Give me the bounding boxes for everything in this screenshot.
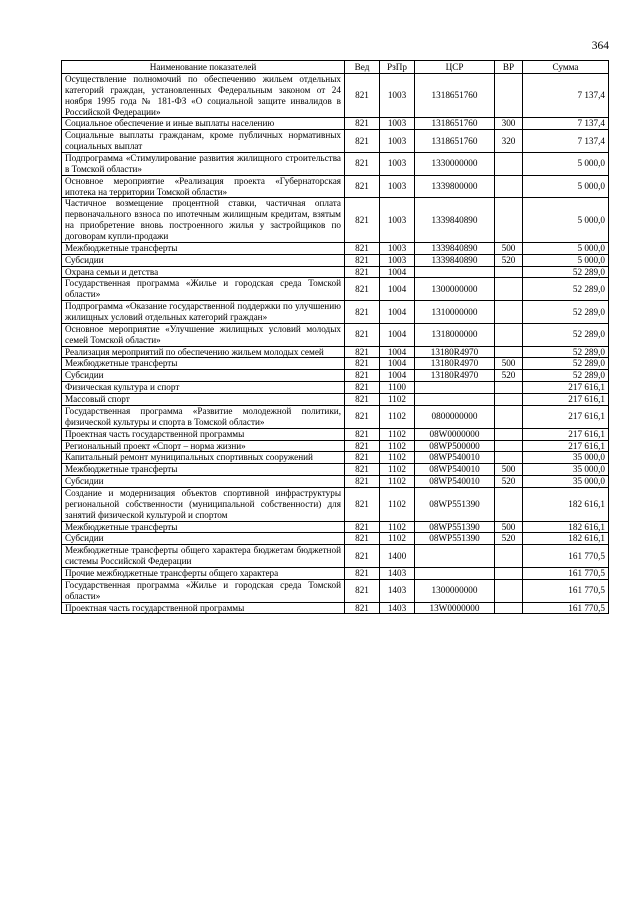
cell-rzpr: 1403 [380,579,415,602]
cell-csr: 1339840890 [415,254,495,266]
cell-vr [495,428,523,440]
cell-csr: 1310000000 [415,301,495,324]
cell-rzpr: 1102 [380,394,415,406]
cell-ved: 821 [345,242,380,254]
cell-csr: 1339840890 [415,198,495,242]
table-row [62,242,609,254]
cell-csr: 1318651760 [415,118,495,130]
cell-sum: 7 137,4 [523,130,609,153]
cell-csr [415,545,495,568]
cell-csr: 1300000000 [415,579,495,602]
cell-name: Основное мероприятие «Улучшение жилищных условий молодых семей Томской области» [62,323,345,346]
cell-vr [495,545,523,568]
cell-rzpr: 1003 [380,242,415,254]
cell-name: Субсидии [62,254,345,266]
cell-csr: 08WP540010 [415,452,495,464]
cell-ved: 821 [345,175,380,198]
cell-sum: 217 616,1 [523,428,609,440]
cell-name: Капитальный ремонт муниципальных спортивных сооружений [62,452,345,464]
cell-name: Осуществление полномочий по обеспечению жильем отдельных категорий граждан, установленных Федеральным законом от 24 ноября 1995 года № 181-ФЗ «О социальной защите инвалидов в Российской Федерации» [62,74,345,118]
cell-vr: 300 [495,118,523,130]
cell-csr [415,394,495,406]
cell-csr: 13180R4970 [415,370,495,382]
cell-ved: 821 [345,74,380,118]
cell-vr [495,440,523,452]
cell-name: Субсидии [62,533,345,545]
cell-vr [495,266,523,278]
cell-vr: 500 [495,464,523,476]
table-row [62,533,609,545]
cell-name: Создание и модернизация объектов спортивной инфраструктуры региональной собственности (муниципальной собственности) для занятий физической культурой и спортом [62,487,345,521]
cell-csr: 13180R4970 [415,346,495,358]
cell-vr [495,278,523,301]
cell-sum: 182 616,1 [523,487,609,521]
cell-rzpr: 1102 [380,533,415,545]
cell-sum: 5 000,0 [523,242,609,254]
cell-rzpr: 1003 [380,118,415,130]
cell-ved: 821 [345,533,380,545]
cell-ved: 821 [345,370,380,382]
cell-rzpr: 1403 [380,567,415,579]
cell-rzpr: 1102 [380,521,415,533]
cell-csr: 1318651760 [415,74,495,118]
cell-sum: 7 137,4 [523,118,609,130]
cell-csr: 1318651760 [415,130,495,153]
cell-name: Реализация мероприятий по обеспечению жильем молодых семей [62,346,345,358]
cell-csr: 08W0000000 [415,428,495,440]
cell-ved: 821 [345,278,380,301]
cell-csr: 1300000000 [415,278,495,301]
cell-csr: 1330000000 [415,153,495,176]
cell-vr [495,153,523,176]
cell-vr [495,452,523,464]
cell-csr: 0800000000 [415,405,495,428]
cell-vr [495,487,523,521]
table-row [62,346,609,358]
cell-ved: 821 [345,428,380,440]
cell-csr: 08WP540010 [415,476,495,488]
cell-sum: 35 000,0 [523,476,609,488]
cell-sum: 52 289,0 [523,301,609,324]
cell-csr: 08WP500000 [415,440,495,452]
table-row [62,452,609,464]
cell-vr: 520 [495,254,523,266]
cell-rzpr: 1102 [380,452,415,464]
table-row [62,567,609,579]
cell-sum: 161 770,5 [523,602,609,614]
cell-rzpr: 1100 [380,382,415,394]
cell-name: Охрана семьи и детства [62,266,345,278]
cell-ved: 821 [345,452,380,464]
cell-name: Межбюджетные трансферты общего характера бюджетам бюджетной системы Российской Федерации [62,545,345,568]
cell-rzpr: 1102 [380,487,415,521]
table-row [62,428,609,440]
cell-vr [495,198,523,242]
cell-csr [415,567,495,579]
cell-sum: 5 000,0 [523,175,609,198]
cell-name: Основное мероприятие «Реализация проекта «Губернаторская ипотека на территории Томской области» [62,175,345,198]
cell-ved: 821 [345,440,380,452]
cell-vr [495,382,523,394]
cell-rzpr: 1102 [380,464,415,476]
table-row [62,323,609,346]
cell-sum: 52 289,0 [523,323,609,346]
cell-csr: 13W0000000 [415,602,495,614]
cell-ved: 821 [345,405,380,428]
table-row [62,278,609,301]
cell-name: Государственная программа «Жилье и городская среда Томской области» [62,278,345,301]
cell-rzpr: 1004 [380,323,415,346]
cell-vr [495,405,523,428]
cell-ved: 821 [345,476,380,488]
table-row [62,74,609,118]
cell-rzpr: 1400 [380,545,415,568]
cell-vr [495,323,523,346]
cell-sum: 217 616,1 [523,440,609,452]
cell-csr: 08WP551390 [415,487,495,521]
cell-vr [495,346,523,358]
cell-rzpr: 1004 [380,301,415,324]
cell-name: Межбюджетные трансферты [62,464,345,476]
table-row [62,440,609,452]
table-row [62,382,609,394]
cell-sum: 161 770,5 [523,545,609,568]
table-row [62,579,609,602]
column-header-name: Наименование показателей [62,61,345,74]
table-row [62,476,609,488]
cell-sum: 52 289,0 [523,358,609,370]
cell-rzpr: 1004 [380,358,415,370]
cell-vr: 520 [495,533,523,545]
cell-csr: 08WP551390 [415,533,495,545]
cell-name: Подпрограмма «Стимулирование развития жилищного строительства в Томской области» [62,153,345,176]
table-row [62,487,609,521]
table-row [62,301,609,324]
cell-csr: 08WP540010 [415,464,495,476]
table-row [62,370,609,382]
cell-rzpr: 1003 [380,198,415,242]
table-header-row [62,61,609,74]
cell-ved: 821 [345,567,380,579]
cell-rzpr: 1003 [380,153,415,176]
cell-ved: 821 [345,198,380,242]
cell-sum: 217 616,1 [523,394,609,406]
cell-name: Проектная часть государственной программы [62,602,345,614]
cell-sum: 7 137,4 [523,74,609,118]
cell-ved: 821 [345,394,380,406]
cell-sum: 182 616,1 [523,533,609,545]
cell-sum: 5 000,0 [523,254,609,266]
cell-vr [495,567,523,579]
cell-rzpr: 1403 [380,602,415,614]
cell-ved: 821 [345,118,380,130]
cell-vr [495,175,523,198]
cell-name: Межбюджетные трансферты [62,242,345,254]
cell-name: Физическая культура и спорт [62,382,345,394]
column-header-vr: ВР [495,61,523,74]
table-row [62,545,609,568]
cell-ved: 821 [345,301,380,324]
cell-rzpr: 1004 [380,370,415,382]
cell-csr: 1318000000 [415,323,495,346]
cell-sum: 52 289,0 [523,370,609,382]
cell-ved: 821 [345,358,380,370]
table-row [62,405,609,428]
cell-name: Прочие межбюджетные трансферты общего характера [62,567,345,579]
cell-sum: 52 289,0 [523,278,609,301]
cell-ved: 821 [345,153,380,176]
cell-rzpr: 1102 [380,428,415,440]
cell-ved: 821 [345,579,380,602]
column-header-csr: ЦСР [415,61,495,74]
cell-rzpr: 1102 [380,405,415,428]
cell-ved: 821 [345,254,380,266]
cell-sum: 35 000,0 [523,464,609,476]
cell-sum: 161 770,5 [523,567,609,579]
cell-vr: 500 [495,521,523,533]
cell-ved: 821 [345,323,380,346]
table-row [62,130,609,153]
cell-rzpr: 1003 [380,74,415,118]
cell-name: Субсидии [62,476,345,488]
cell-sum: 52 289,0 [523,346,609,358]
column-header-rzpr: РзПр [380,61,415,74]
cell-csr: 1339800000 [415,175,495,198]
cell-ved: 821 [345,346,380,358]
cell-name: Социальные выплаты гражданам, кроме публичных нормативных социальных выплат [62,130,345,153]
cell-sum: 182 616,1 [523,521,609,533]
cell-rzpr: 1004 [380,346,415,358]
page-number: 364 [591,40,609,52]
cell-ved: 821 [345,521,380,533]
cell-vr [495,394,523,406]
cell-rzpr: 1004 [380,266,415,278]
column-header-ved: Вед [345,61,380,74]
cell-vr: 500 [495,242,523,254]
table-row [62,198,609,242]
cell-csr: 08WP551390 [415,521,495,533]
cell-csr [415,382,495,394]
cell-ved: 821 [345,130,380,153]
cell-vr [495,301,523,324]
cell-sum: 52 289,0 [523,266,609,278]
cell-sum: 35 000,0 [523,452,609,464]
cell-vr: 320 [495,130,523,153]
cell-sum: 161 770,5 [523,579,609,602]
cell-sum: 5 000,0 [523,198,609,242]
cell-name: Подпрограмма «Оказание государственной поддержки по улучшению жилищных условий отдельных категорий граждан» [62,301,345,324]
cell-name: Проектная часть государственной программы [62,428,345,440]
table-row [62,464,609,476]
cell-name: Частичное возмещение процентной ставки, частичная оплата первоначального взноса по ипотечным жилищным кредитам, взятым на приобретение вновь построенного жилья у застройщиков по договорам купли-продажи [62,198,345,242]
budget-table [61,60,609,614]
cell-name: Субсидии [62,370,345,382]
table-row [62,394,609,406]
cell-vr [495,602,523,614]
cell-vr [495,74,523,118]
cell-name: Межбюджетные трансферты [62,521,345,533]
cell-csr: 1339840890 [415,242,495,254]
cell-sum: 217 616,1 [523,382,609,394]
cell-vr: 520 [495,370,523,382]
table-row [62,153,609,176]
cell-rzpr: 1102 [380,440,415,452]
cell-name: Массовый спорт [62,394,345,406]
table-row [62,175,609,198]
table-row [62,118,609,130]
table-row [62,521,609,533]
cell-vr: 520 [495,476,523,488]
cell-vr [495,579,523,602]
cell-name: Государственная программа «Жилье и городская среда Томской области» [62,579,345,602]
cell-csr [415,266,495,278]
column-header-sum: Сумма [523,61,609,74]
table-row [62,266,609,278]
table-row [62,358,609,370]
cell-name: Региональный проект «Спорт – норма жизни» [62,440,345,452]
cell-ved: 821 [345,266,380,278]
cell-name: Государственная программа «Развитие молодежной политики, физической культуры и спорта в Томской области» [62,405,345,428]
cell-ved: 821 [345,545,380,568]
table-row [62,254,609,266]
cell-sum: 5 000,0 [523,153,609,176]
cell-ved: 821 [345,464,380,476]
cell-name: Межбюджетные трансферты [62,358,345,370]
table-row [62,602,609,614]
cell-ved: 821 [345,602,380,614]
cell-csr: 13180R4970 [415,358,495,370]
cell-sum: 217 616,1 [523,405,609,428]
cell-rzpr: 1003 [380,130,415,153]
cell-vr: 500 [495,358,523,370]
cell-name: Социальное обеспечение и иные выплаты населению [62,118,345,130]
cell-rzpr: 1003 [380,175,415,198]
cell-ved: 821 [345,487,380,521]
cell-rzpr: 1004 [380,278,415,301]
cell-ved: 821 [345,382,380,394]
cell-rzpr: 1003 [380,254,415,266]
cell-rzpr: 1102 [380,476,415,488]
